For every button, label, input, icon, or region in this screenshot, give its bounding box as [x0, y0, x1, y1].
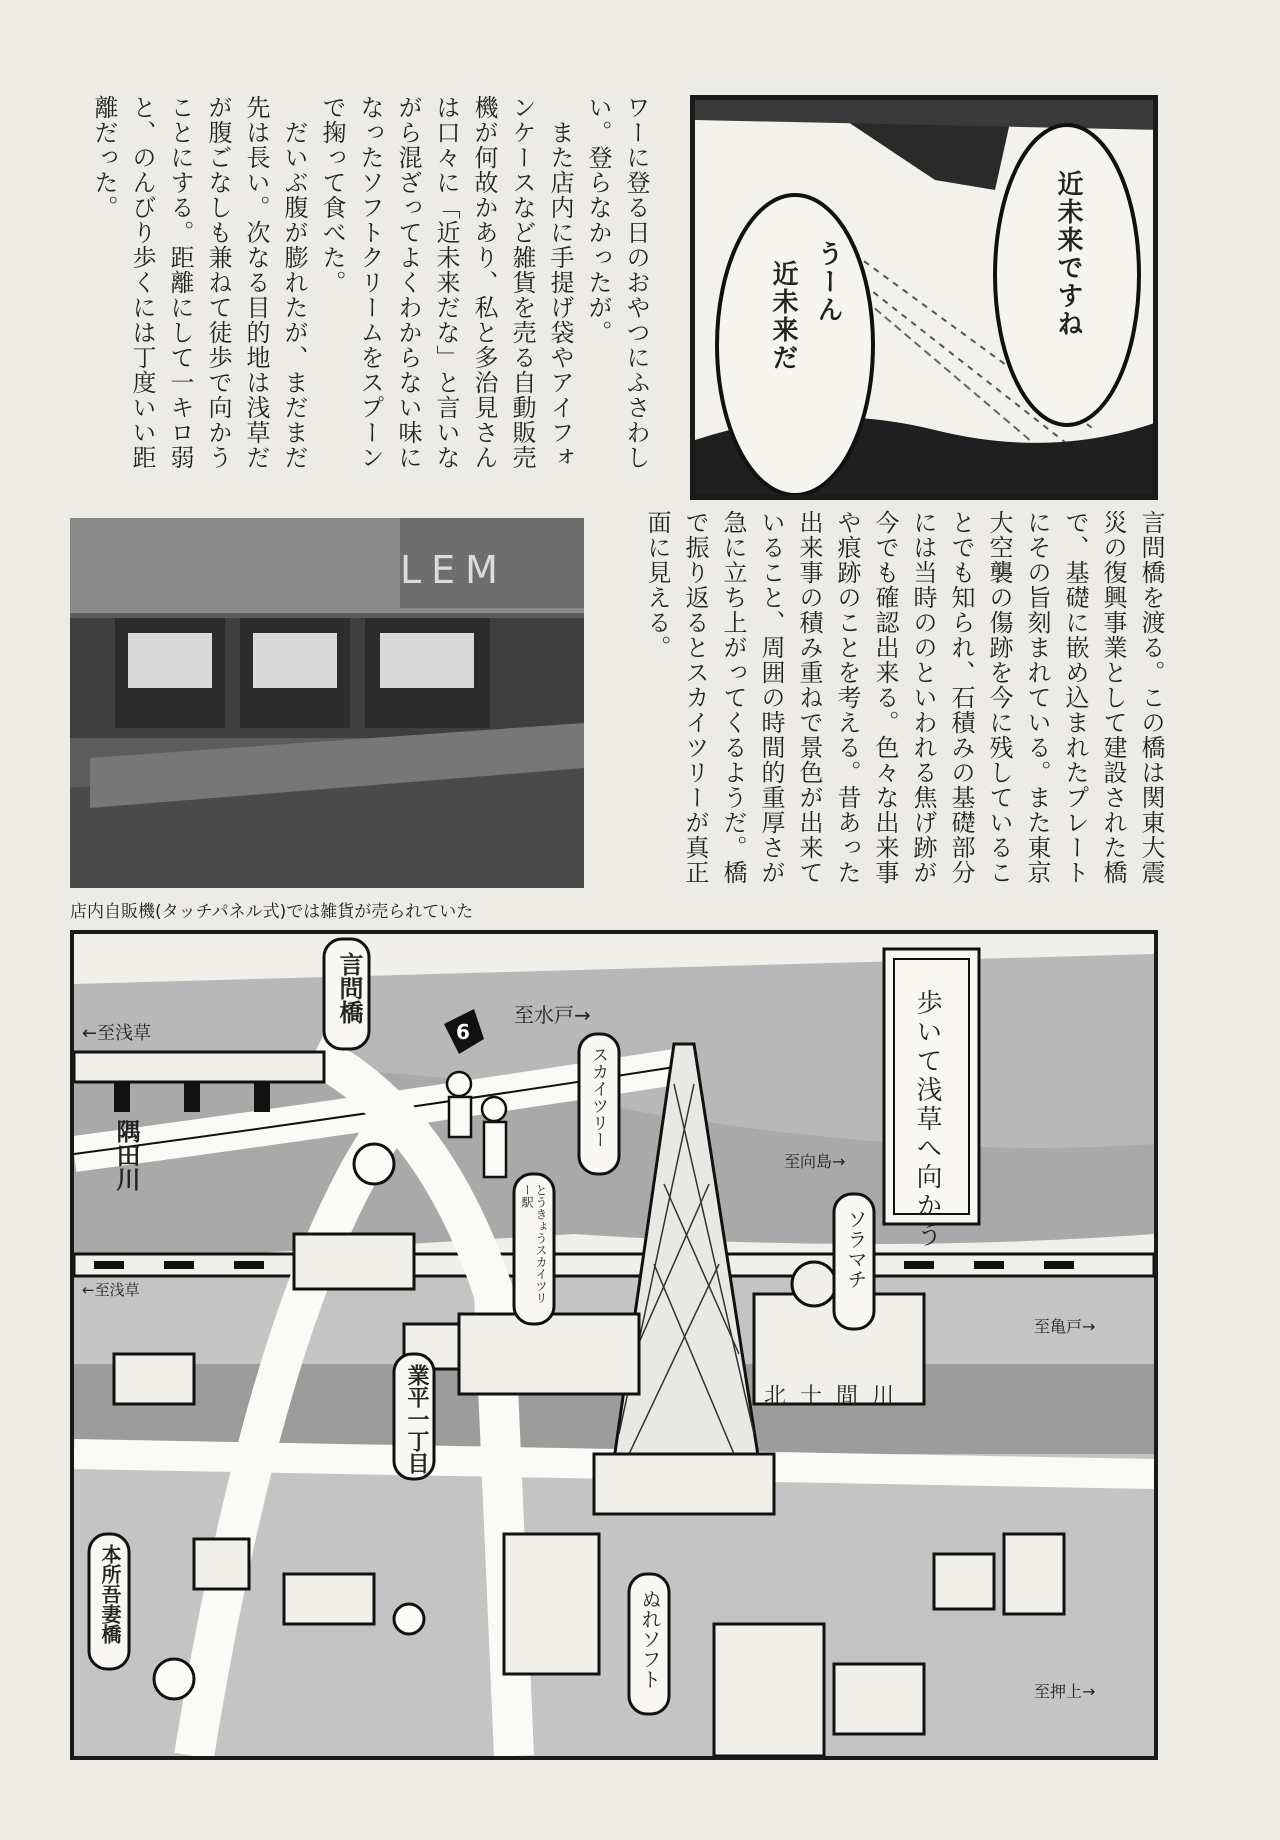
- direction-asakusa-top: ←至浅草: [82, 1023, 152, 1044]
- comic-panel: [690, 95, 1158, 500]
- photo-caption: 店内自販機(タッチパネル式)では雑貨が売られていた: [70, 902, 474, 922]
- narihira-label: 業平一丁目: [404, 1364, 429, 1474]
- vending-machine-photo: [70, 518, 584, 888]
- article-text-right: 言問橋を渡る。この橋は関東大震災の復興事業として建設された橋で、基礎に嵌め込まれたプレートにその旨刻まれている。また東京大空襲の傷跡を今に残していることでも知られ、石積みの基礎部分には当時ののといわれる焦げ跡が今でも確認出来る。色々な出来事や痕跡のことを考える。昔あった出来事の積み重ねで景色が出来ていること、周囲の時間的重厚さが急に立ち上がってくるようだ。橋で振り返るとスカイツリーが真正面に見える。: [643, 510, 1165, 885]
- solamachi-label: ソラマチ: [844, 1209, 868, 1289]
- house: [834, 1664, 924, 1734]
- tree-icon: [394, 1604, 424, 1634]
- vending-machine: [115, 618, 225, 728]
- photo-sign: LEM: [400, 548, 508, 592]
- walking-map: [70, 930, 1158, 1760]
- direction-mukojima: 至向島→: [784, 1152, 846, 1171]
- station-building: [459, 1314, 639, 1394]
- nure-soft-label: ぬれソフト: [638, 1589, 662, 1689]
- house: [284, 1574, 374, 1624]
- bubble-text-left-1: うーん: [813, 240, 843, 324]
- kototoi-bridge-structure: [74, 1052, 324, 1082]
- sumida-river-label: 隅田川: [112, 1119, 140, 1191]
- factory-building: [294, 1234, 414, 1289]
- bubble-text-right: 近未来ですね: [1053, 170, 1083, 338]
- apartment-building: [714, 1624, 824, 1756]
- stop-number: 6: [456, 1020, 470, 1044]
- house: [194, 1539, 249, 1589]
- direction-mito: 至水戸→: [514, 1003, 591, 1027]
- apartment-building: [504, 1534, 599, 1674]
- vending-machine: [365, 618, 490, 728]
- bubble-text-left-2: 近未来だ: [768, 260, 798, 372]
- honjo-label: 本所吾妻橋: [98, 1544, 122, 1644]
- kototoi-bridge-label: 言問橋: [335, 952, 363, 1024]
- tree-icon: [354, 1144, 394, 1184]
- skytree-label: スカイツリー: [588, 1046, 608, 1148]
- house: [1004, 1534, 1064, 1614]
- kitajukken-river-label: 北十間川: [764, 1384, 909, 1409]
- direction-kameido: 至亀戸→: [1034, 1317, 1096, 1336]
- vending-machine: [240, 618, 350, 728]
- house: [934, 1554, 994, 1609]
- direction-asakusa-mid: ←至浅草: [82, 1281, 140, 1299]
- map-title: 歩いて浅草へ向かう: [912, 989, 942, 1250]
- direction-oshiage: 至押上→: [1034, 1682, 1096, 1701]
- article-text-left: ワーに登る日のおやつにふさわしい。登らなかったが。 また店内に手提げ袋やアイフォンケースなど雑貨を売る自動販売機が何故かあり、私と多治見さんは口々に「近未来だな」と言いながら混ざってよくわからない味になったソフトクリームをスプーンで掬って食べた。 だいぶ腹が膨れたが、まだまだ先は長い。次なる目的地は浅草だが腹ごなしも兼ねて徒歩で向かうことにする。距離にして一キロ弱と、のんびり歩くには丁度いい距離だった。: [90, 95, 650, 470]
- tree-icon: [154, 1659, 194, 1699]
- house: [114, 1354, 194, 1404]
- station-label: とうきょうスカイツリー駅: [520, 1184, 548, 1304]
